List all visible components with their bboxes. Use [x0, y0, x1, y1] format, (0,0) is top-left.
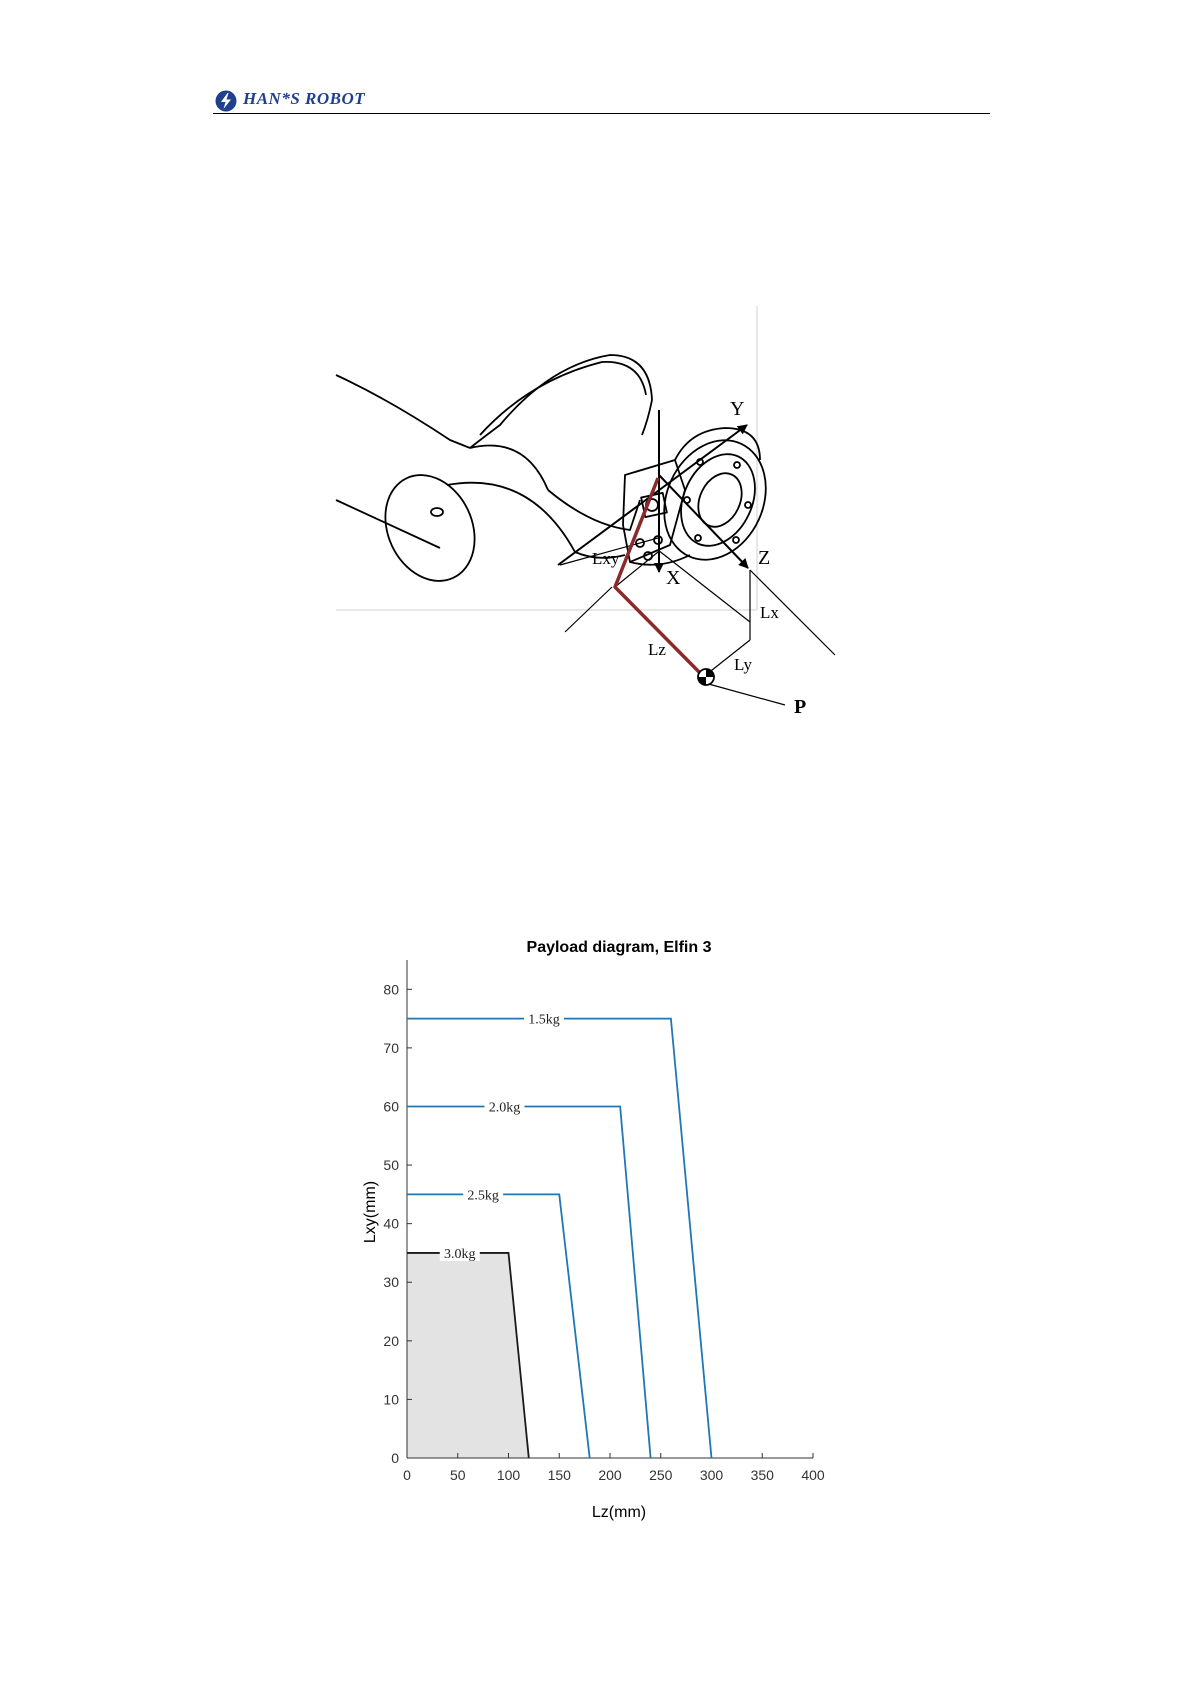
point-p-label: P: [794, 696, 807, 718]
y-tick-label: 30: [383, 1274, 399, 1291]
z-axis-label: Z: [758, 547, 771, 569]
lxy-label: Lxy: [592, 549, 620, 568]
series-fill-3.0kg: [407, 1253, 529, 1458]
series-label-3.0kg: 3.0kg: [444, 1246, 476, 1262]
x-tick-label: 50: [449, 1467, 466, 1483]
robot-arm-drawing: [336, 355, 785, 596]
x-tick-label: 300: [699, 1467, 724, 1483]
y-tick-label: 40: [383, 1215, 399, 1232]
header-divider: [213, 113, 990, 114]
x-tick-label: 350: [750, 1467, 774, 1483]
x-tick-label: 150: [547, 1467, 571, 1483]
y-tick-label: 50: [383, 1157, 399, 1174]
series-label-1.5kg: 1.5kg: [528, 1012, 560, 1028]
x-axis-label: X: [666, 567, 681, 589]
x-tick-label: 0: [403, 1467, 411, 1483]
tool-coordinate-diagram: [330, 300, 920, 790]
plot-area: [383, 960, 824, 1483]
ly-label: Ly: [734, 655, 752, 674]
x-tick-label: 100: [496, 1467, 521, 1483]
y-tick-label: 80: [383, 981, 399, 998]
series-label-2.0kg: 2.0kg: [488, 1100, 521, 1116]
lz-label: Lz: [648, 640, 666, 659]
center-of-mass-icon: [698, 669, 714, 685]
series-label-2.5kg: 2.5kg: [467, 1188, 499, 1204]
y-tick-label: 60: [383, 1098, 399, 1115]
x-tick-label: 400: [801, 1467, 825, 1483]
brand-name: HAN*S ROBOT: [243, 89, 366, 108]
x-axis-title: Lz(mm): [591, 1504, 647, 1521]
payload-chart: [355, 930, 875, 1530]
y-tick-label: 20: [383, 1332, 399, 1349]
x-tick-label: 250: [649, 1467, 673, 1483]
y-axis-title: Lxy(mm): [362, 1180, 379, 1244]
hans-robot-logo-icon: [215, 90, 237, 112]
y-tick-label: 0: [391, 1450, 399, 1466]
y-tick-label: 10: [383, 1391, 399, 1408]
page-header: [213, 88, 990, 114]
x-tick-label: 200: [598, 1467, 622, 1483]
lx-label: Lx: [760, 603, 779, 622]
y-axis-label: Y: [730, 398, 745, 420]
y-tick-label: 70: [383, 1039, 399, 1056]
chart-title: Payload diagram, Elfin 3: [526, 939, 712, 956]
